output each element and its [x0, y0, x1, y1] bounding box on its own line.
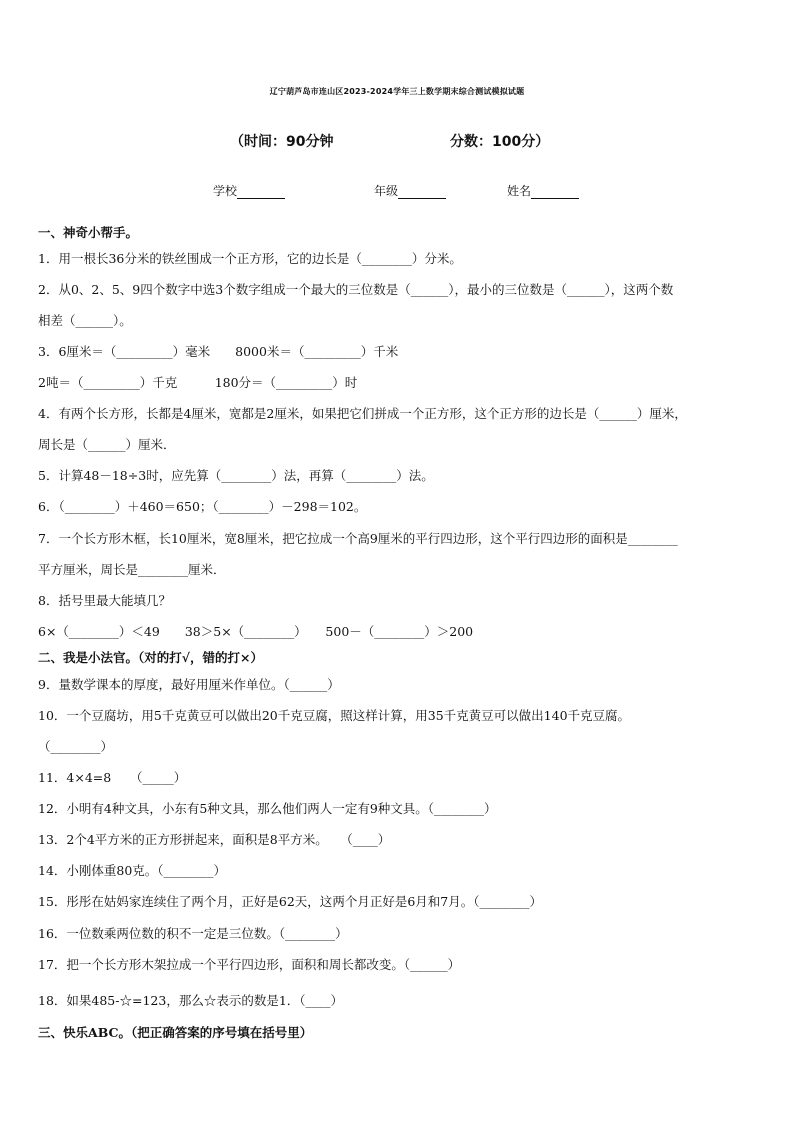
question-2-cont: 相差（______）。: [38, 313, 132, 328]
question-3: 3．6厘米＝（_________）毫米 8000米＝（_________）千米: [38, 344, 399, 359]
question-9: 9．量数学课本的厚度，最好用厘米作单位。（______）: [38, 677, 340, 692]
question-7: 7．一个长方形木框，长10厘米，宽8厘米，把它拉成一个高9厘米的平行四边形，这个平行四边形的面积是________: [38, 531, 678, 546]
question-4: 4．有两个长方形，长都是4厘米，宽都是2厘米，如果把它们拼成一个正方形，这个正方形的边长是（______）厘米，: [38, 406, 687, 421]
grade-label: 年级: [374, 184, 399, 198]
school-blank: [237, 186, 285, 199]
question-6: 6．（________）＋460＝650；（________）－298＝102。: [38, 499, 367, 514]
question-14: 14．小刚体重80克。（________）: [38, 863, 227, 878]
grade-field: [374, 182, 446, 199]
question-17: 17．把一个长方形木架拉成一个平行四边形，面积和周长都改变。（______）: [38, 957, 461, 972]
school-label: 学校: [213, 184, 238, 198]
name-blank: [531, 186, 579, 199]
question-18: 18．如果485-☆=123，那么☆表示的数是1．（____）: [38, 993, 344, 1008]
question-8-cont: 6×（________）＜49 38＞5×（________） 500－（________）＞200: [38, 624, 474, 639]
question-11: 11．4×4=8 （_____）: [38, 770, 187, 785]
question-15: 15．彤彤在姑妈家连续住了两个月，正好是62天，这两个月正好是6月和7月。（________）: [38, 894, 542, 909]
name-field: [507, 182, 579, 199]
question-7-cont: 平方厘米，周长是________厘米．: [38, 562, 226, 577]
page-title: 辽宁葫芦岛市连山区2023-2024学年三上数学期末综合测试模拟试题: [269, 87, 525, 96]
question-1: 1．用一根长36分米的铁丝围成一个正方形，它的边长是（________）分米。: [38, 251, 462, 266]
name-label: 姓名: [507, 184, 532, 198]
exam-score: 分数：100分）: [450, 134, 550, 150]
question-16: 16．一位数乘两位数的积不一定是三位数。（________）: [38, 926, 348, 941]
question-10-cont: （________）: [38, 739, 114, 754]
section-heading-1: 一、神奇小帮手。: [38, 225, 139, 240]
grade-blank: [398, 186, 446, 199]
exam-time: （时间：90分钟: [230, 134, 334, 150]
school-field: [213, 182, 285, 199]
question-2: 2．从0、2、5、9四个数字中选3个数字组成一个最大的三位数是（______），最小的三位数是（______），这两个数: [38, 282, 674, 297]
question-5: 5．计算48－18÷3时，应先算（________）法，再算（________）法。: [38, 468, 434, 483]
question-8: 8．括号里最大能填几？: [38, 593, 171, 608]
question-4-cont: 周长是（______）厘米．: [38, 437, 176, 452]
question-3-cont: 2吨＝（_________）千克 180分＝（_________）时: [38, 375, 358, 390]
question-10: 10．一个豆腐坊，用5千克黄豆可以做出20千克豆腐，照这样计算，用35千克黄豆可以做出140千克豆腐。: [38, 708, 631, 723]
question-13: 13．2个4平方米的正方形拼起来，面积是8平方米。 （____）: [38, 832, 391, 847]
section-heading-3: 三、快乐ABC。（把正确答案的序号填在括号里）: [38, 1025, 313, 1040]
section-heading-2: 二、我是小法官。（对的打√，错的打×）: [38, 650, 263, 665]
question-12: 12．小明有4种文具，小东有5种文具，那么他们两人一定有9种文具。（________）: [38, 801, 497, 816]
